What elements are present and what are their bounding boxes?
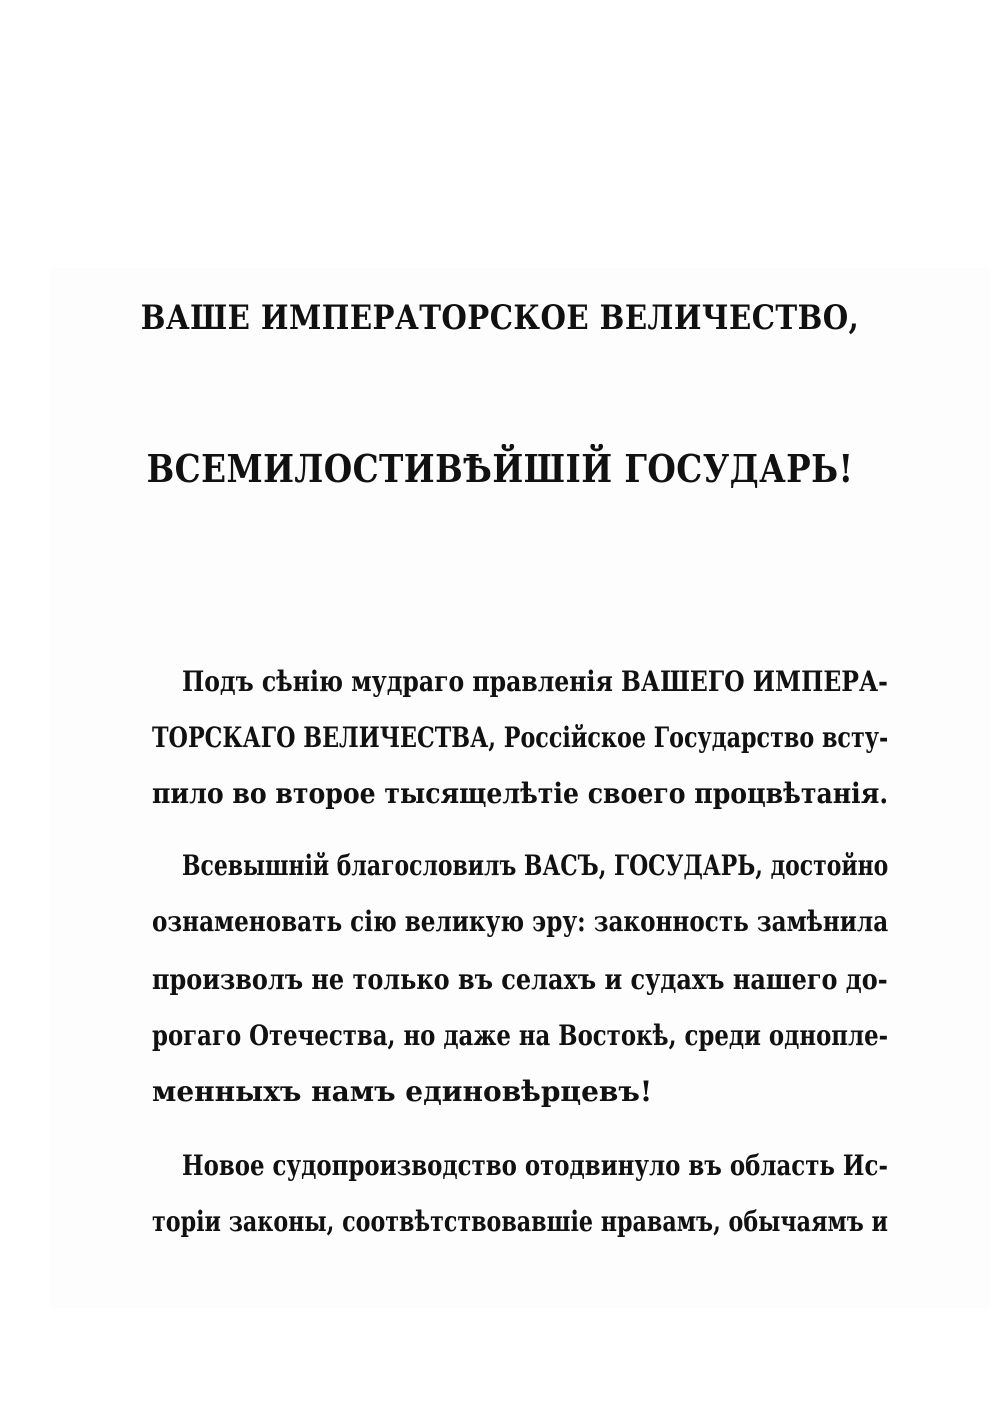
text-line: Подъ сѣнію мудраго правленія ВАШЕГО ИМПЕРА-	[182, 665, 888, 698]
text-line: Новое судопроизводство отодвинуло въ область Ис-	[182, 1149, 888, 1182]
text-line: ТОРСКАГО ВЕЛИЧЕСТВА, Россійское Государство всту-	[152, 721, 889, 754]
text-line: торіи законы, соотвѣтствовавшіе нравамъ, обычаямъ и	[152, 1205, 889, 1238]
text-line: менныхъ намъ единовѣрцевъ!	[152, 1075, 653, 1108]
page-title: ВАШЕ ИМПЕРАТОРСКОЕ ВЕЛИЧЕСТВО,	[140, 298, 860, 338]
text-line: ознаменовать сію великую эру: законность замѣнила	[152, 905, 889, 938]
text-line: произволъ не только въ селахъ и судахъ нашего до-	[152, 963, 888, 996]
text-line: рогаго Отечества, но даже на Востокѣ, среди одноплe-	[152, 1019, 889, 1052]
text-line: пило во второе тысящелѣтіе своего процвѣтанія.	[152, 777, 889, 810]
salutation-heading: ВСЕМИЛОСТИВѢЙШІЙ ГОСУДАРЬ!	[146, 446, 854, 491]
text-line: Всевышній благословилъ ВАСЪ, ГОСУДАРЬ, достойно	[182, 849, 889, 882]
